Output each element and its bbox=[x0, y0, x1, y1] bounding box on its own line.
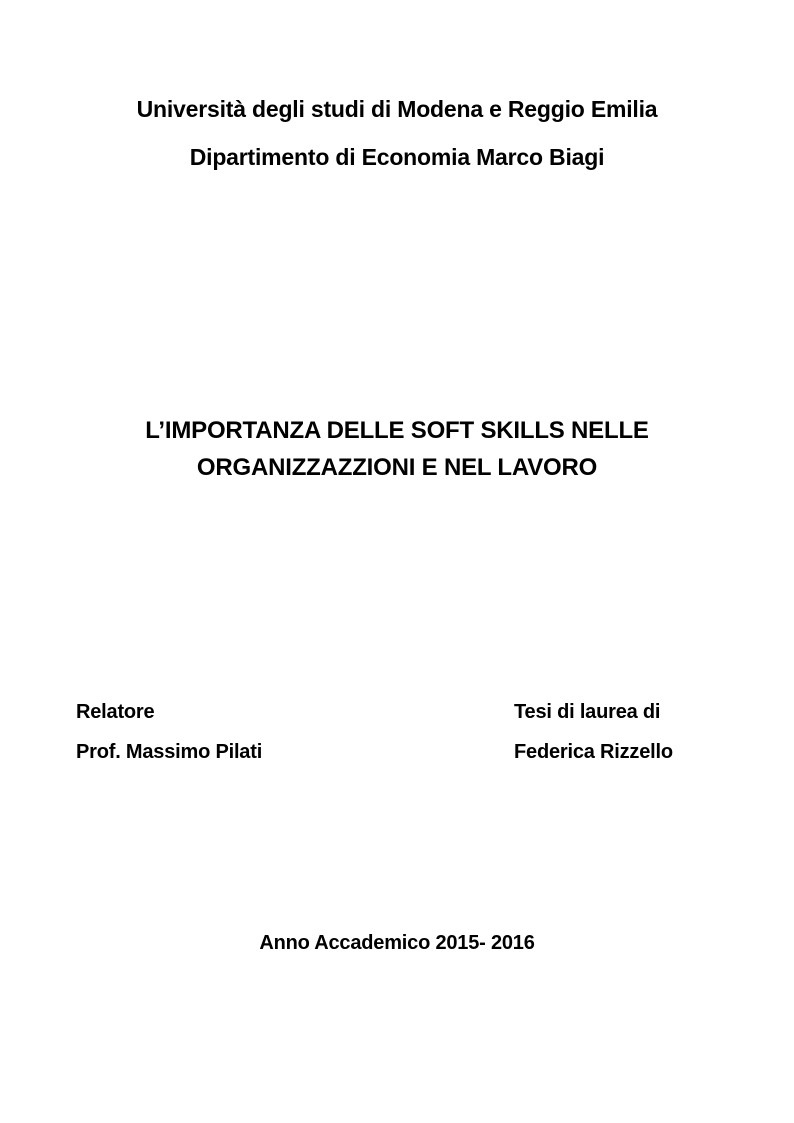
thesis-title-line-2: ORGANIZZAZZIONI E NEL LAVORO bbox=[196, 454, 598, 481]
academic-year: Anno Accademico 2015- 2016 bbox=[259, 932, 535, 954]
author-name: Federica Rizzello bbox=[514, 741, 673, 763]
supervisor-label: Relatore bbox=[76, 701, 155, 723]
author-label: Tesi di laurea di bbox=[514, 701, 661, 723]
thesis-title-line-1: L’IMPORTANZA DELLE SOFT SKILLS NELLE bbox=[145, 417, 649, 444]
supervisor-name: Prof. Massimo Pilati bbox=[76, 741, 263, 763]
university-name: Università degli studi di Modena e Reggio Emilia bbox=[136, 96, 658, 122]
department-name: Dipartimento di Economia Marco Biagi bbox=[189, 144, 605, 170]
